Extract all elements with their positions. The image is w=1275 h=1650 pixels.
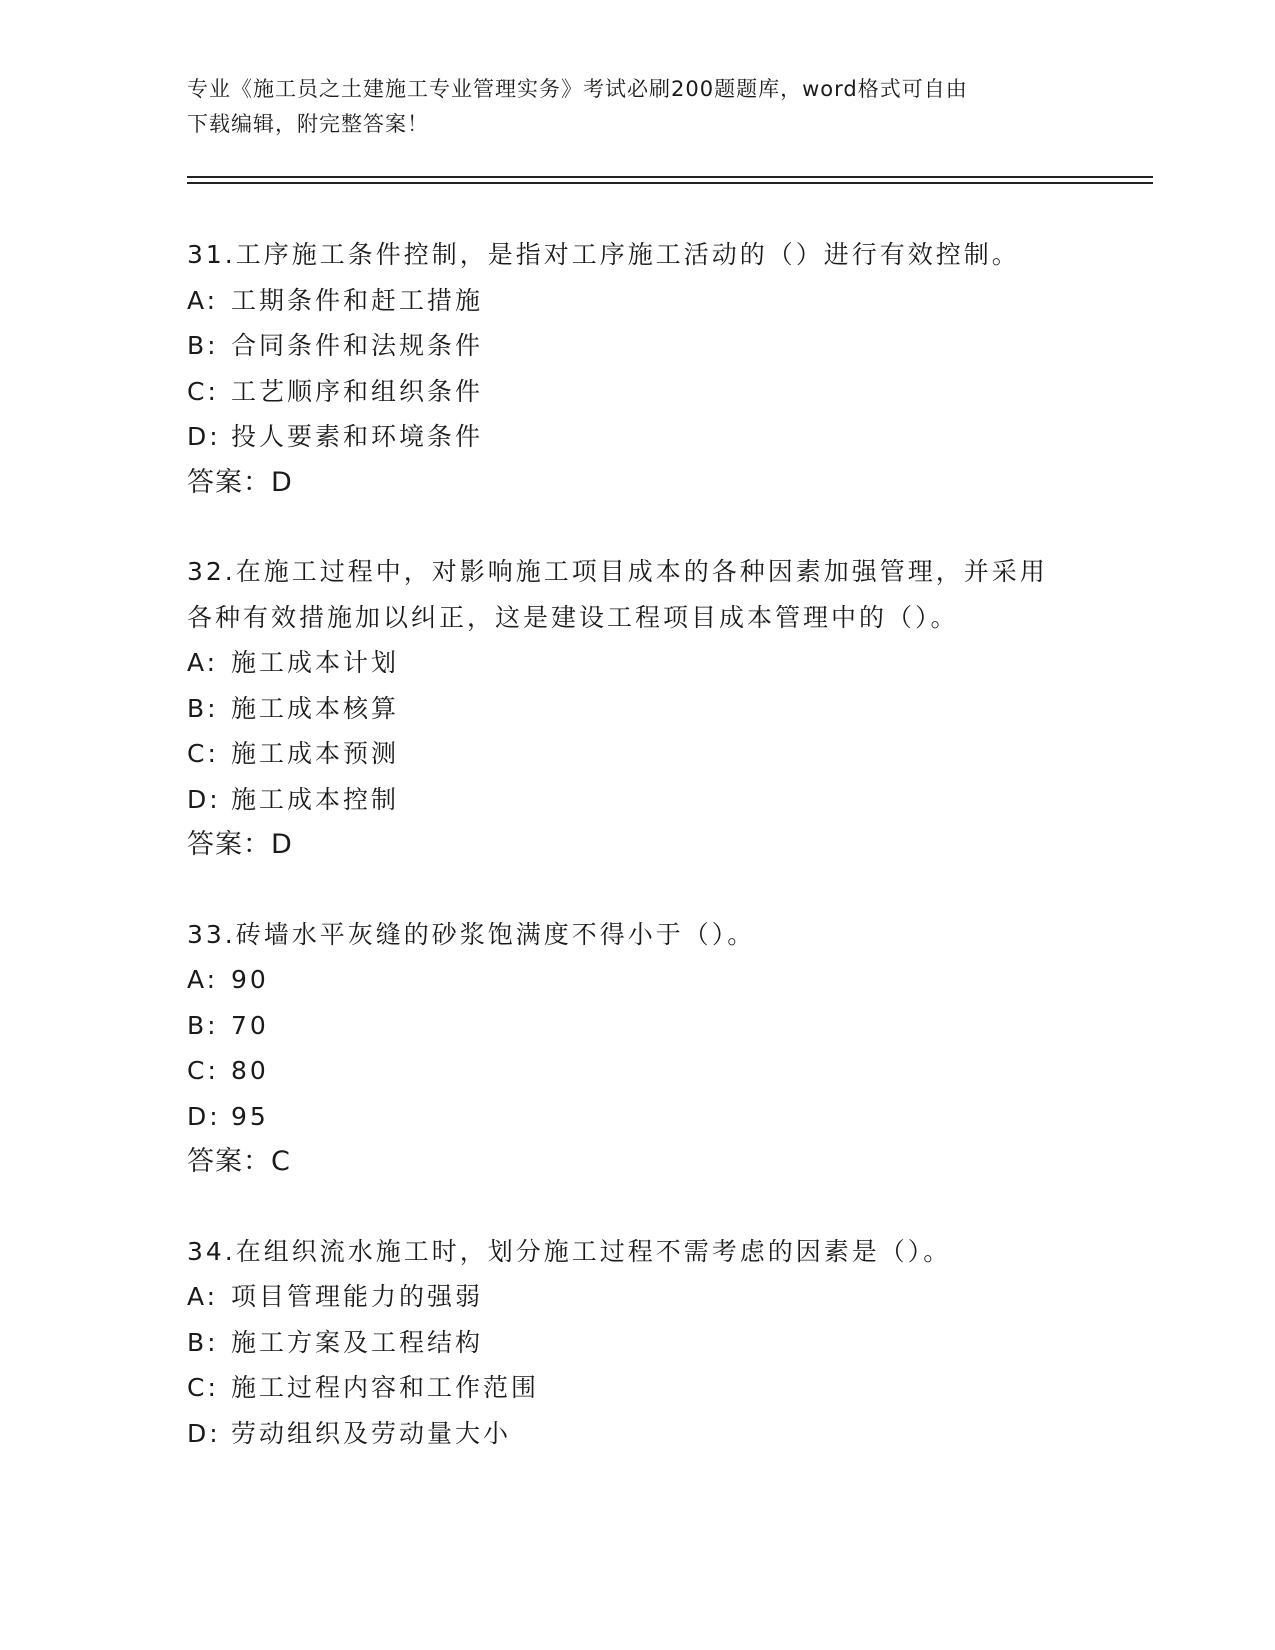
option-key: C: — [187, 739, 219, 768]
answer-option — [187, 1411, 1087, 1457]
option-text: 施工成本预测 — [231, 739, 400, 768]
question-stem: 33.砖墙水平灰缝的砂浆饱满度不得小于（）。 — [187, 919, 756, 949]
option-text: 90 — [231, 965, 269, 994]
option-key: C: — [187, 1056, 219, 1085]
option-key: A: — [187, 648, 219, 677]
option-key: D: — [187, 422, 221, 451]
question-block — [187, 1229, 1087, 1457]
question-block — [187, 232, 1087, 505]
option-key: B: — [187, 1010, 219, 1040]
question-block — [187, 912, 1087, 1185]
option-text: 工艺顺序和组织条件 — [231, 376, 484, 406]
option-key: A: — [187, 965, 219, 994]
answer-option — [187, 957, 1087, 1003]
option-text: 95 — [231, 1101, 269, 1131]
option-text: 施工过程内容和工作范围 — [231, 1373, 540, 1402]
document-header — [187, 72, 1067, 142]
answer-option — [187, 777, 1087, 823]
answer-option — [187, 686, 1087, 732]
question-block — [187, 549, 1087, 868]
header-line-1: 专业《施工员之土建施工专业管理实务》考试必刷200题题库，word格式可自由 — [187, 77, 968, 101]
option-text: 施工方案及工程结构 — [231, 1327, 484, 1357]
question-stem: 34.在组织流水施工时，划分施工过程不需考虑的因素是（）。 — [187, 1236, 952, 1266]
answer-option — [187, 1320, 1087, 1366]
option-text: 施工成本计划 — [231, 648, 400, 677]
answer-option — [187, 1003, 1087, 1049]
answer-line: 答案：D — [187, 829, 293, 860]
option-text: 项目管理能力的强弱 — [231, 1282, 484, 1311]
option-key: C: — [187, 376, 219, 406]
question-stem: 各种有效措施加以纠正，这是建设工程项目成本管理中的（）。 — [187, 602, 959, 632]
header-divider-top — [187, 176, 1153, 178]
option-text: 工期条件和赶工措施 — [231, 285, 484, 315]
answer-option — [187, 369, 1087, 415]
answer-option — [187, 1048, 1087, 1094]
answer-option — [187, 323, 1087, 369]
answer-option — [187, 278, 1087, 324]
option-text: 劳动组织及劳动量大小 — [231, 1418, 512, 1448]
option-text: 70 — [231, 1010, 269, 1040]
question-list — [187, 232, 1087, 1500]
header-divider-bottom — [187, 182, 1153, 184]
option-key: A: — [187, 285, 219, 315]
option-text: 合同条件和法规条件 — [231, 331, 484, 360]
header-line-2: 下载编辑，附完整答案！ — [187, 112, 429, 136]
option-key: D: — [187, 1101, 221, 1131]
option-key: B: — [187, 331, 219, 360]
option-text: 施工成本核算 — [231, 693, 400, 723]
option-text: 80 — [231, 1056, 269, 1085]
answer-option — [187, 414, 1087, 460]
option-key: D: — [187, 1418, 221, 1448]
option-key: D: — [187, 784, 221, 814]
option-key: B: — [187, 693, 219, 723]
answer-option — [187, 1094, 1087, 1140]
option-key: C: — [187, 1373, 219, 1402]
option-key: A: — [187, 1282, 219, 1311]
question-stem: 32.在施工过程中，对影响施工项目成本的各种因素加强管理，并采用 — [187, 557, 1048, 586]
answer-line: 答案：C — [187, 1146, 291, 1177]
option-key: B: — [187, 1327, 219, 1357]
question-stem: 31.工序施工条件控制，是指对工序施工活动的（）进行有效控制。 — [187, 240, 1020, 269]
option-text: 施工成本控制 — [231, 784, 400, 814]
answer-option — [187, 640, 1087, 686]
answer-option — [187, 1365, 1087, 1411]
answer-line: 答案：D — [187, 466, 293, 498]
option-text: 投人要素和环境条件 — [231, 422, 484, 451]
answer-option — [187, 731, 1087, 777]
answer-option — [187, 1274, 1087, 1320]
